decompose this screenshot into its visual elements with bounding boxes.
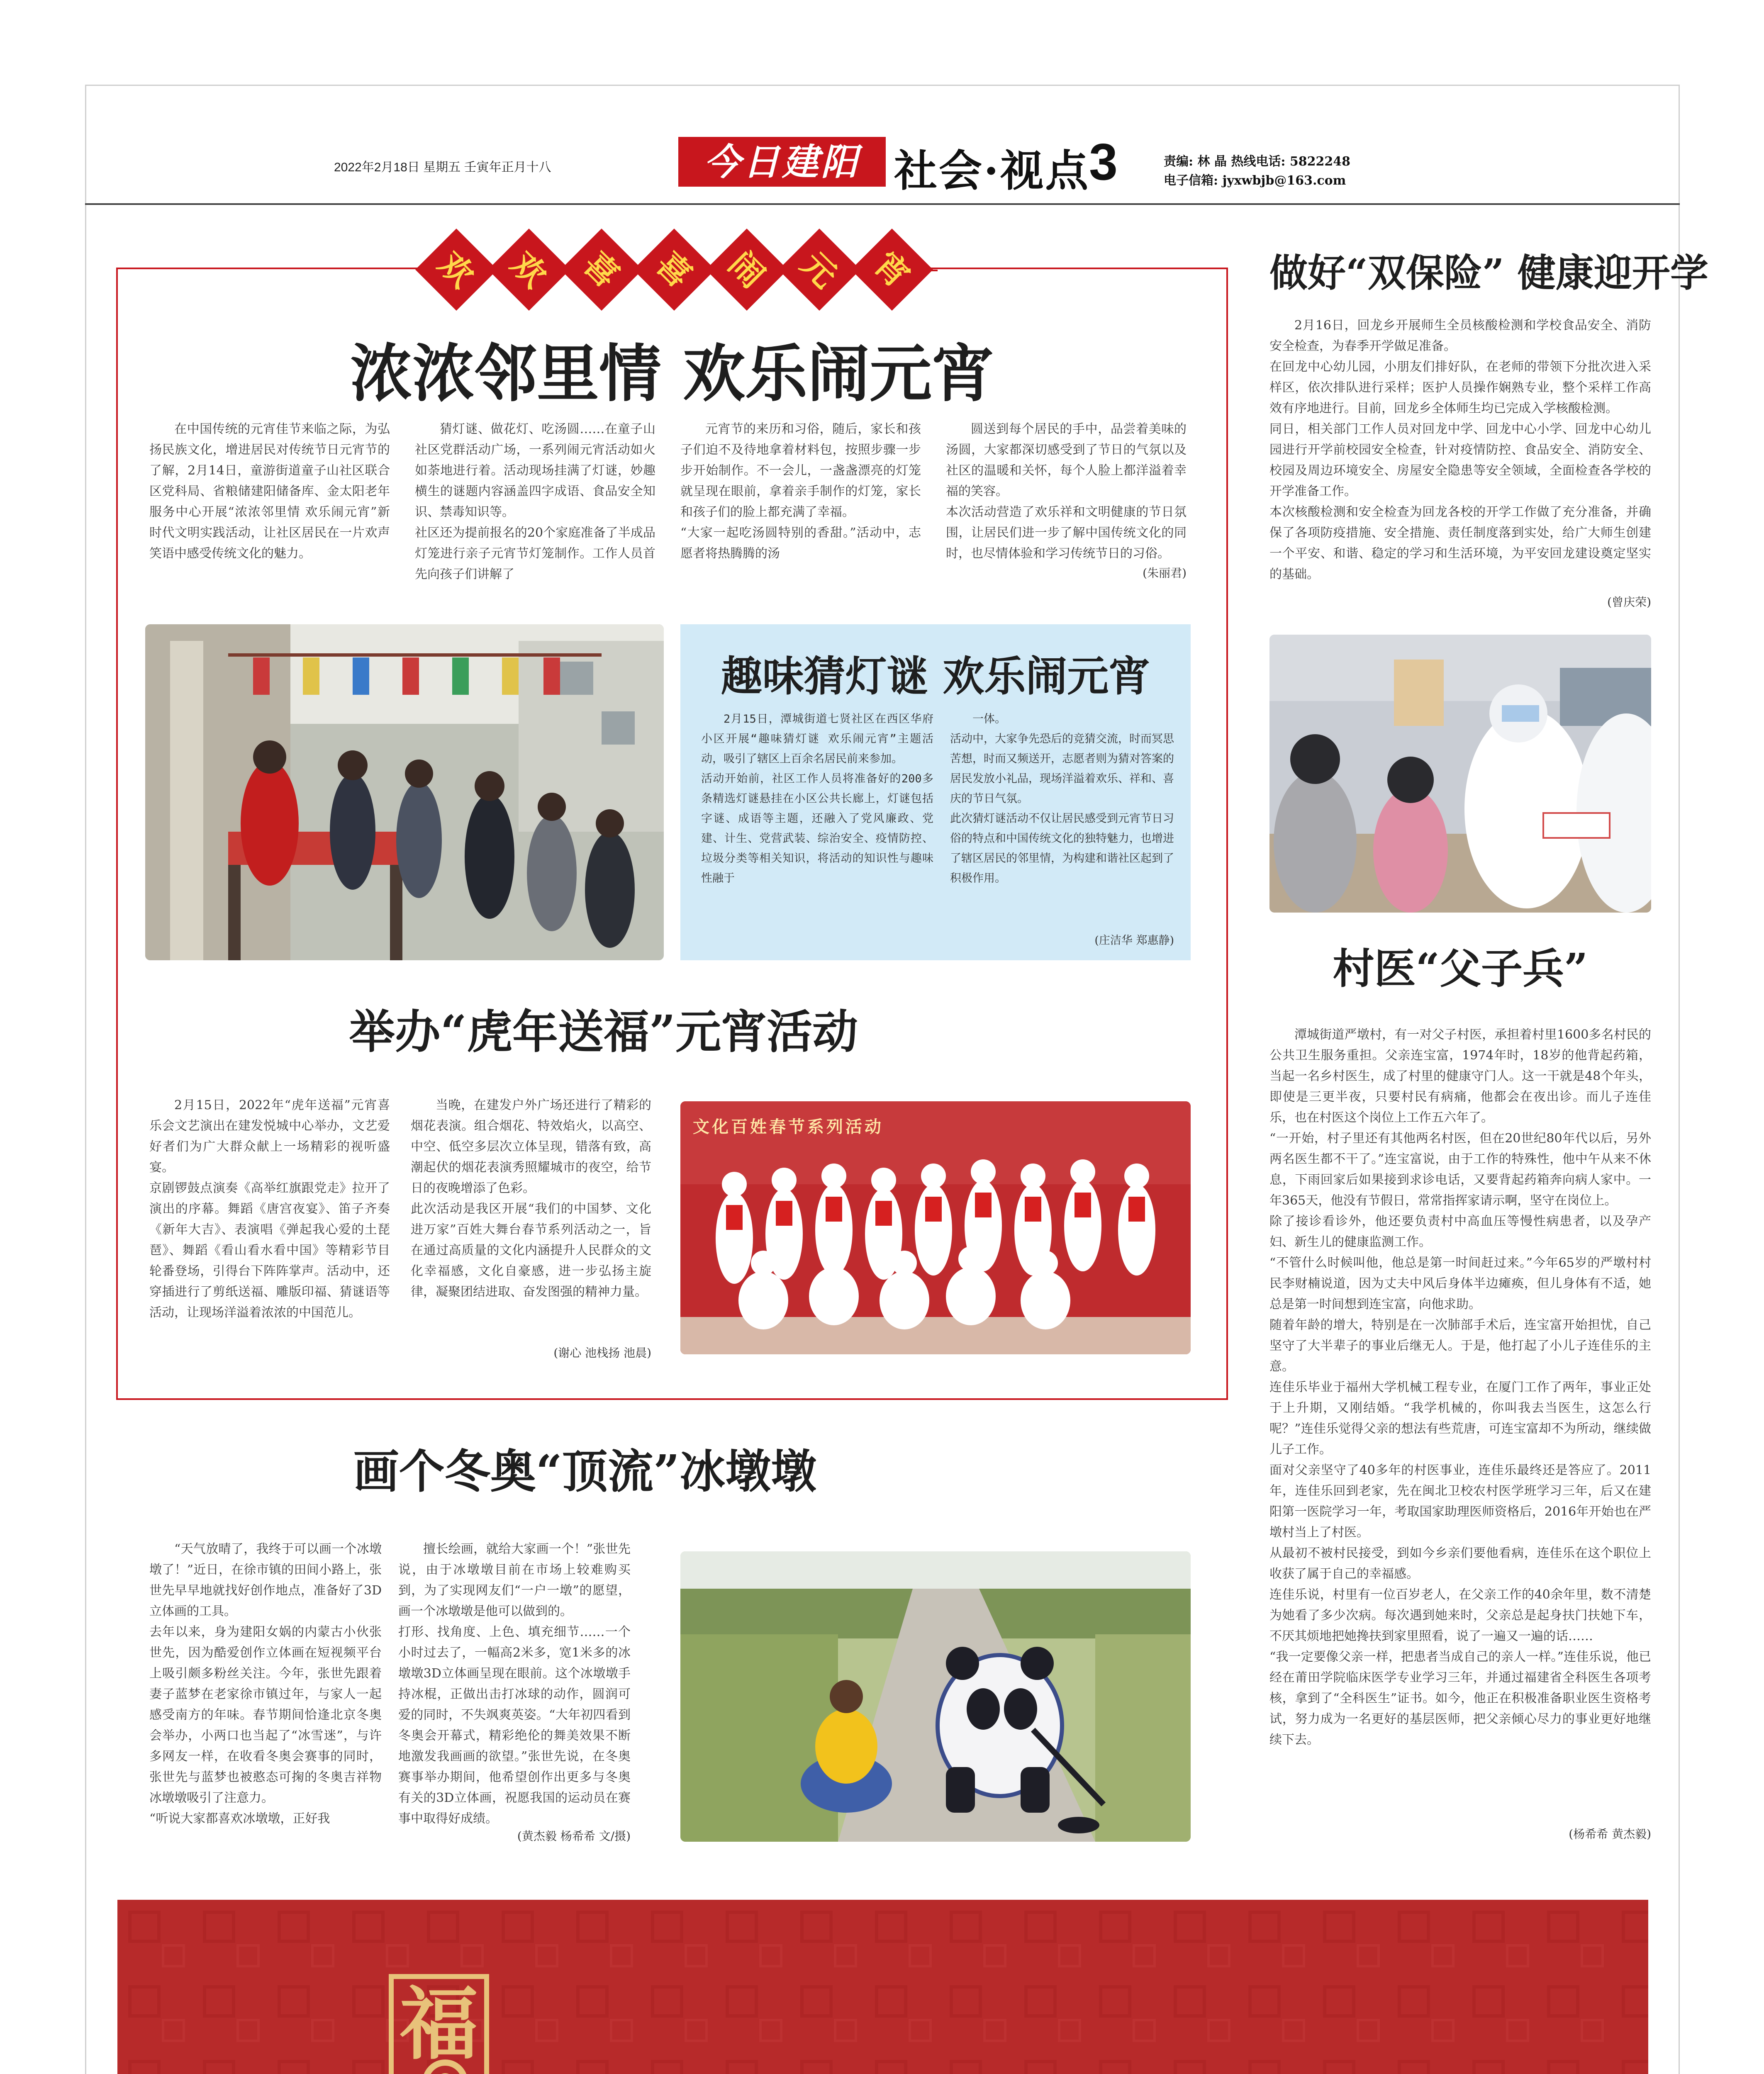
ribbon-char: 宵 [851,229,933,311]
ribbon-char: 欢 [488,229,570,311]
ribbon-char: 喜 [560,229,643,311]
masthead-rule [85,203,1680,205]
headline-r2: 村医“父子兵” [1333,944,1588,993]
ribbon-char: 喜 [633,229,715,311]
a1-byline: (朱丽君) [1143,566,1187,580]
r1-byline: (曾庆荣) [1607,595,1651,609]
logo: 今日建阳 [678,137,886,187]
a1-col3: 元宵节的来历和习俗，随后，家长和孩子们迫不及待地拿着材料包，按照步骤一步步开始制作。不一会儿，一盏盏漂亮的灯笼就呈现在眼前，拿着亲手制作的灯笼，家长和孩子们的脸上都充满了幸福。 “大家一起吃汤圆特别的香甜。”活动中，志愿者将热腾腾的汤 [680,422,921,561]
headline-r1: 做好“双保险” 健康迎开学 [1269,251,1708,295]
ribbon-char: 元 [778,229,860,311]
photo-lantern-riddles [145,624,664,960]
fu-character: 福 [399,1978,478,2070]
masthead-date: 2022年2月18日 星期五 壬寅年正月十八 [334,161,551,174]
r2-text: 潭城街道严墩村，有一对父子村医，承担着村里1600多名村民的公共卫生服务重担。父亲连宝富，1974年时，18岁的他背起药箱，当起一名乡村医生，成了村里的健康守门人。这一干就是48个年头，即使是三更半夜，只要村民有病痛，他都会在夜出诊。而儿子连佳乐，也在村医这个岗位上工作五六年了。 “一开始，村子里还有其他两名村医，但在20世纪80年代以后，另外两名医生都不干了。”连宝富说，由于工作的特殊性，他中午从来不休息，下雨回家后如果接到求诊电话，又要背起药箱奔向病人家中。一年365天，他没有节假日，常常指挥家请示啊，坚守在岗位上。 除了接诊看诊外，他还要负责村中高血压等慢性病患者，以及孕产妇、新生儿的健康监测工作。 “不管什么时候叫他，他总是第一时间赶过来。”今年65岁的严墩村村民李财楠说道，因为丈夫中风后身体半边瘫痪，但儿身体有不适，她总是第一时间想到连宝富，向他求助。 随着年龄的增大，特别是在一次肺部手术后，连宝富开始担忧，自己坚守了大半辈子的事业后继无人。于是，他打起了小儿子连佳乐的主意。 连佳乐毕业于福州大学机械工程专业，在厦门工作了两年，事业正处于上升期，又刚结婚。“我学机械的，你叫我去当医生，这怎么行呢？”连佳乐觉得父亲的想法有些荒唐，可连宝富却不为所动，继续做儿子工作。 面对父亲坚守了40多年的村医事业，连佳乐最终还是答应了。2011年，连佳乐回到老家，先在闽北卫校农村医学班学习三年，后又在建阳第一医院学习一年，考取国家助理医师资格后，2016年开始也在严墩村当上了村医。 从最初不被村民接受，到如今乡亲们要他看病，连佳乐在这个职位上收获了属于自己的幸福感。 连佳乐说，村里有一位百岁老人，在父亲工作的40余年里，数不清楚为她看了多少次病。每次遇到她来时，父亲总是起身扶门扶她下车，不厌其烦地把她搀扶到家里照看，说了一遍又一遍的话…… “我一定要像父亲一样，把患者当成自己的亲人一样。”连佳乐说，他已经在莆田学院临床医学专业学习三年，并通过福建省全科医生各项考核，拿到了“全科医生”证书。如今，他正在积极准备职业医生资格考试，努力成为一名更好的基层医师，把父亲倾心尽力的事业更好地继续下去。 [1269,1027,1651,1747]
a3-byline: (谢心 池栈扬 池晨) [553,1346,651,1360]
a2-byline: (庄洁华 郑惠静) [1094,934,1174,947]
a2-col2: 一体。 活动中，大家争先恐后的竞猜交流，时而冥思苦想，时而又频送开，志愿者则为猜对答案的居民发放小礼品，现场洋溢着欢乐、祥和、喜庆的节日气氛。 此次猜灯谜活动不仅让居民感受到元宵节日习俗的特点和中国传统文化的独特魅力，也增进了辖区居民的邻里情，为构建和谐社区起到了积极作用。 [950,713,1174,885]
section-title: 社会·视点 [894,145,1090,196]
a4-byline: (黄杰毅 杨希希 文/摄) [517,1829,631,1843]
photo-nucleic-test [1269,635,1651,913]
a4-col1: “天气放晴了，我终于可以画一个冰墩墩了！”近日，在徐市镇的田间小路上，张世先早早地就找好创作地点，准备好了3D立体画的工具。 去年以来，身为建阳女娲的内蒙古小伙张世先，因为酷爱创作立体画在短视频平台上吸引颇多粉丝关注。今年，张世先跟着妻子蓝梦在老家徐市镇过年，与家人一起感受南方的年味。春节期间恰逢北京冬奥会举办，小两口也当起了“冰雪迷”，与许多网友一样，在收看冬奥会赛事的同时，张世先与蓝梦也被憨态可掬的冬奥吉祥物冰墩墩吸引了注意力。 “听说大家都喜欢冰墩墩，正好我 [149,1542,382,1826]
masthead [85,124,1680,199]
photo-banner-text: 文化百姓春节系列活动 [693,1117,884,1137]
a1-col1: 在中国传统的元宵佳节来临之际，为弘扬民族文化，增进居民对传统节日元宵节的了解，2月14日，童游街道童子山社区联合区党科局、省粮储建阳储备库、金太阳老年服务中心开展“浓浓邻里情 欢乐闹元宵”新时代文明实践活动，让社区居民在一片欢声笑语中感受传统文化的魅力。 [149,422,390,561]
headline-a4: 画个冬奥“顶流”冰墩墩 [353,1445,817,1498]
photo-lantern-riddles-image [145,624,664,960]
r1-text: 2月16日，回龙乡开展师生全员核酸检测和学校食品安全、消防安全检查，为春季开学做足准备。 在回龙中心幼儿园，小朋友们排好队，在老师的带领下分批次进入采样区，依次排队进行采样；医护人员操作娴熟专业，整个采样工作高效有序地进行。目前，回龙乡全体师生均已完成入学核酸检测。 同日，相关部门工作人员对回龙中学、回龙中心小学、回龙中心幼儿园进行开学前校园安全检查，针对疫情防控、食品安全、消防安全、校园及周边环境安全、房屋安全隐患等安全领域，全面检查各学校的开学准备工作。 本次核酸检测和安全检查为回龙各校的开学工作做了充分准备，并确保了各项防疫措施、安全措施、责任制度落到实处，给广大师生创建一个平安、和谐、稳定的学习和生活环境，为平安回龙建设奠定坚实的基础。 [1269,318,1651,582]
photo-performance [680,1101,1191,1354]
a3-col1: 2月15日，2022年“虎年送福”元宵喜乐会文艺演出在建发悦城中心举办，文艺爱好者们为广大群众献上一场精彩的视听盛宴。 京剧锣鼓点演奏《高举红旗跟党走》拉开了演出的序幕。舞蹈《唐宫夜宴》、笛子齐奏《新年大吉》、表演唱《弹起我心爱的土琵琶》、舞蹈《看山看水看中国》等精彩节目轮番登场，引得台下阵阵掌声。活动中，还穿插进行了剪纸送福、雕版印福、猜谜语等活动，让现场洋溢着浓浓的中国范儿。 [149,1098,390,1320]
photo-bing-dwen-dwen-image [680,1551,1191,1842]
editor-email: 电子信箱: jyxwbjb@163.com [1164,173,1346,188]
ribbon-char: 欢 [415,229,497,311]
headline-a1: 浓浓邻里情 欢乐闹元宵 [350,337,994,410]
headline-a2: 趣味猜灯谜 欢乐闹元宵 [721,652,1150,701]
r2-byline: (杨希希 黄杰毅) [1569,1827,1651,1841]
editor-info: 责编: 林 晶 热线电话: 5822248 [1164,154,1351,169]
a3-col2: 当晚，在建发户外广场还进行了精彩的烟花表演。组合烟花、特效焰火，以高空、中空、低空多层次立体呈现，错落有致，高潮起伏的烟花表演秀照耀城市的夜空，给节日的夜晚增添了色彩。 此次活动是我区开展“我们的中国梦、文化进万家”百姓大舞台春节系列活动之一，旨在通过高质量的文化内涵提升人民群众的文化幸福感，文化自豪感，进一步弘扬主旋律，凝聚团结进取、奋发图强的精神力量。 [411,1098,651,1299]
banner-pattern [117,1900,1648,2074]
photo-performance-image [680,1101,1191,1354]
page-number: 3 [1089,134,1118,191]
ribbon-char: 闹 [706,229,788,311]
photo-bing-dwen-dwen [680,1551,1191,1842]
a2-col1: 2月15日，潭城街道七贤社区在西区华府小区开展“趣味猜灯谜 欢乐闹元宵”主题活动，吸引了辖区上百余名居民前来参加。 活动开始前，社区工作人员将准备好的200多条精选灯谜悬挂在小区公共长廊上，灯谜包括字谜、成语等主题，还融入了党风廉政、党建、计生、党营武装、综治安全、疫情防控、垃圾分类等相关知识，将活动的知识性与趣味性融于 [701,713,933,885]
fujian-banner [117,1900,1648,2074]
a1-col4: 圆送到每个居民的手中，品尝着美味的汤圆，大家都深切感受到了节日的气氛以及社区的温暖和关怀，每个人脸上都洋溢着幸福的笑容。 本次活动营造了欢乐祥和文明健康的节日氛围，让居民们进一步了解中国传统文化的同时，也尽情体验和学习传统节日的习俗。 [946,422,1187,561]
photo-nucleic-test-image [1269,635,1651,913]
festival-ribbon [419,236,938,303]
a1-col2: 猜灯谜、做花灯、吃汤圆……在童子山社区党群活动广场，一系列闹元宵活动如火如荼地进行着。活动现场挂满了灯谜，妙趣横生的谜题内容涵盖四字成语、食品安全知识、禁毒知识等。 社区还为提前报名的20个家庭准备了半成品灯笼进行亲子元宵节灯笼制作。工作人员首先向孩子们讲解了 [415,422,655,582]
headline-a3: 举办“虎年送福”元宵活动 [349,1005,858,1059]
a4-col2: 擅长绘画，就给大家画一个！”张世先说，由于冰墩墩目前在市场上较难购买到，为了实现网友们“一户一墩”的愿望，画一个冰墩墩是他可以做到的。 打形、找角度、上色、填充细节……一个小时过去了，一幅高2米多，宽1米多的冰墩墩3D立体画呈现在眼前。这个冰墩墩手持冰棍，正做出击打冰球的动作，圆润可爱的同时，不失飒爽英姿。“大年初四看到冬奥会开幕式，精彩绝伦的舞美效果不断地激发我画画的欲望。”张世先说，在冬奥赛事举办期间，他希望创作出更多与冬奥有关的3D立体画，祝愿我国的运动员在赛事中取得好成绩。 [398,1542,631,1826]
